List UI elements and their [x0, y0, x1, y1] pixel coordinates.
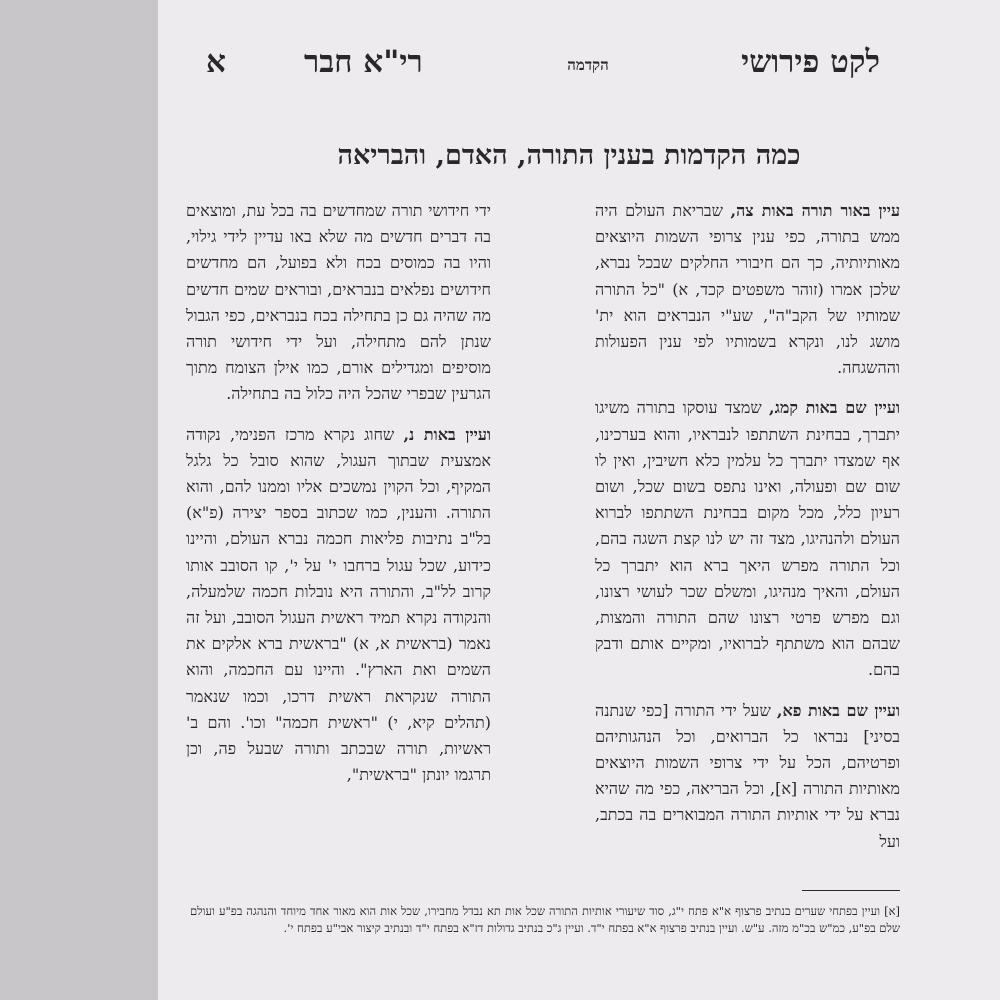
paragraph-text: ידי חידושי תורה שמחדשים בה בכל עת, ומוצאים בה דברים חדשים מה שלא באו עדיין לידי גילוי, והיו בה כמוסים בכח ולא בפועל, הם מחדשים חידושים נפלאים בנבראים, ובוראים שמים חדשים מה שהיה גם כן בתחילה בכח בנבראים, כפי הגבול שנתן להם מתחילה, ועל ידי חידושי תורה מוסיפים ומגדילים אורם, כמו אילן הצומח מתוך הגרעין שבפרי שהכל היה כלול בה בתחילה.	[186, 201, 491, 404]
paragraph-lead: ועיין שם באות קמג,	[769, 398, 901, 418]
paragraph-text: שמצד עוסקו בתורה משיגו יתברך, בבחינת השתתפו לנבראיו, והוא בערכינו, אף שמצדו יתברך כל עלמין כלא חשיבין, ואין לו שום שם ופעולה, ואינו נתפס בשום שכל, ושום רעיון כלל, מכל מקום בבחינת השתתפו לברוא העולם ולהנהיגו, מצד זה יש לנו קצת השגה בהם, וכל התורה מפרש היאך ברא הוא יתברך כל העולם, והאיך מנהיגו, ומשלם שכר לעושי רצונו, וגם מפרש פרטי רצונו שהם התורה והמצות, שבהם הוא משתתף לברואיו, ומקיים אותם ודבק בהם.	[595, 398, 900, 680]
book-page	[158, 0, 1000, 1000]
paragraph-lead: ועיין שם באות פא,	[776, 700, 900, 720]
paragraph-lead: ועיין באות נ,	[403, 424, 491, 444]
paragraph	[186, 422, 491, 789]
left-column	[186, 198, 491, 802]
footnote: [א] ועיין בפתחי שערים בנתיב פרצוף א"א פתח י"ג, סוד שיעורי אותיות התורה שכל אות תא נבדל מחבירו, שכל אות הוא מאור אחד מיוחד והנהגה בפ"ע ועולם שלם בפ"ע, כמ"ש בכ"מ מזה. ע"ש. ועיין בנתיב פרצוף א"א בפתח י"ד. ועיין ג"כ בנתיב גדולות דז"א בפתח י"ד ובנתיב קיצור אבי"ע בפתח י'.	[190, 904, 900, 935]
running-header	[176, 42, 1000, 92]
paragraph-text: שחוג נקרא מרכז הפנימי, נקודה אמצעית שבתוך העגול, שהוא סובל כל גלגל המקיף, וכל הקוין נמשכים אליו וממנו להם, והוא התורה. והענין, כמו שכתוב בספר יצירה (פ"א) בל"ב נתיבות פליאות חכמה נברא העולם, והיינו כידוע, שכל עגול ברחבו י' על י', קו הסובב אותו קרוב לל"ב, והתורה היא נובלות חכמה שלמעלה, והנקודה נקרא תמיד ראשית העגול הסובב, ועל זה נאמר (בראשית א, א) "בראשית ברא אלקים את השמים ואת הארץ". והיינו עם החכמה, והוא התורה שנקראת ראשית דרכו, וכמו שנאמר (תהלים קיא, י) "ראשית חכמה" וכו'. והם ב' ראשיות, תורה שבכתב ותורה שבעל פה, וכן תרגמו יונתן "בראשית",	[186, 424, 491, 785]
footnote-divider	[802, 890, 900, 891]
header-book-title: לקט פירושי	[741, 44, 880, 80]
paragraph-text: שבריאת העולם היה ממש בתורה, כפי ענין צרופי השמות היוצאים מאותיותיה, כך הם חיבורי החלקים שבכל נברא, שלכן אמרו (זוהר משפטים קכד, א) "כל התורה שמותיו של הקב"ה", שע"י הנבראים הוא ית' מושג לנו, ונקרא בשמותיו לפי ענין הפעולות וההשגחה.	[595, 201, 900, 378]
paragraph-lead: עיין באור תורה באות צה,	[730, 201, 900, 220]
paragraph-text: שעל ידי התורה [כפי שנתנה בסיני] נבראו כל הברואים, וכל הנהגותיהם ופרטיהם, הכל על ידי צרופי השמות היוצאים מאותיות התורה [א], וכל הבריאה, כפי מה שהיא נברא על ידי אותיות התורה המבוארים בה בכתב, ועל	[595, 700, 900, 851]
header-section: הקדמה	[567, 56, 609, 74]
paragraph	[595, 198, 900, 381]
header-work: רי"א חבר	[304, 44, 423, 80]
header-page-letter: א	[206, 44, 226, 80]
paragraph	[186, 198, 491, 408]
right-column	[595, 198, 900, 869]
paragraph	[595, 395, 900, 683]
chapter-title: כמה הקדמות בענין התורה, האדם, והבריאה	[337, 140, 801, 171]
paragraph	[595, 698, 900, 855]
